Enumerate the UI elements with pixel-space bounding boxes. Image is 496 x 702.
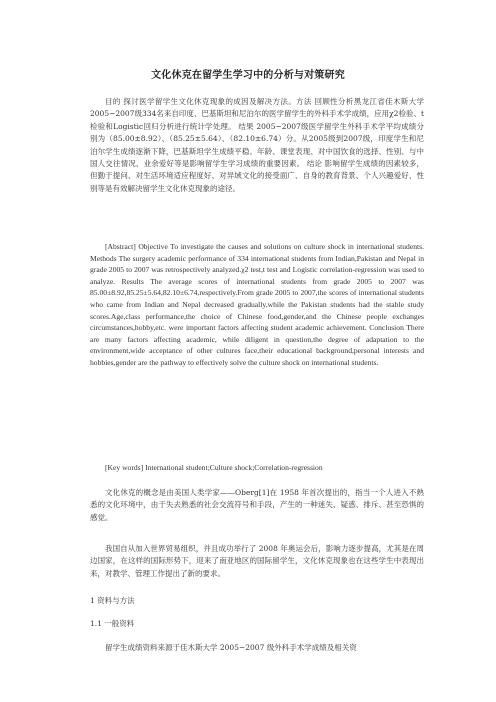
keywords: [Key words] International student;Culture shock;Correlation-regression: [105, 463, 323, 472]
body-paragraph-3: 留学生成绩资料来源于佳木斯大学 2005−2007 级外科手术学成绩及相关资: [105, 643, 357, 652]
section-heading-1: 1 资料与方法: [90, 596, 135, 605]
chinese-abstract: 目的 探讨医学留学生文化休克现象的成因及解决方法。方法 回顾性分析黑龙江省佳木斯大学2005−2007级334名来自印度、巴基斯坦和尼泊尔的医学留学生的外科手术学成绩，应用χ2检验、t检验和Logistic回归分析进行统计学处理。 结果 2005−2007级医学留学生外科手术学平均成绩分别为（85.00±8.92）、（85.25±5.64）、（82.10±6.74）分。从2005级到2007级，印度学生和尼泊尔学生成绩逐渐下降，巴基斯坦学生成绩平稳。年龄、课堂表现、对中国饮食的选择、性别、与中国人交往情况、业余爱好等是影响留学生学习成绩的重要因素。 结论 影响留学生成绩的因素较多，但勤于提问、对生活环境适应程度好、对异域文化的接受面广、自身的教育背景、个人兴趣爱好、性别等是有效解决留学生文化休克现象的途径。: [90, 97, 424, 193]
body-paragraph-2: 我国自从加入世界贸易组织，并且成功举行了 2008 年奥运会后，影响力逐步提高，尤其是在周边国家，在这样的国际形势下，迎来了南亚地区的国际留学生，文化休克现象也在这些学生中表现出来，对教学、管理工作提出了新的要求。: [90, 544, 424, 578]
english-abstract: [Abstract] Objective To investigate the causes and solutions on culture shock in international students. Methods The surgery academic performance of 334 international students from Indian,Pakistan and Nepal in grade 2005 to 2007 was retrospectively analyzed.χ2 test,t test and Logistic correlation-regression was used to analyze. Results The average scores of international students from grade 2005 to 2007 was 85.00±8.92,85.25±5.64,82.10±6.74,respectively.From grade 2005 to 2007,the scores of international students who came from Indian and Nepal decreased gradually,while the Pakistan students had the stable study scores.Age,class performance,the choice of Chinese food,gender,and the Chinese people exchanges circumstances,hobby,etc. were important factors affecting student academic achievement. Conclusion There are many factors affecting academic, while diligent in question,the degree of adaptation to the environment,wide acceptance of other cultures face,their educational background,personal interests and hobbies,gender are the pathway to effectively solve the culture shock on international students.: [90, 242, 424, 367]
body-paragraph-1: 文化休克的概念是由美国人类学家——Oberg[1]在 1958 年首次提出的，指当一个人进入不熟悉的文化环境中，由于失去熟悉的社会交流符号和手段，产生的一种迷失、疑惑、排斥、甚至恐惧的感觉。: [90, 488, 424, 522]
paper-title: 文化休克在留学生学习中的分析与对策研究: [151, 70, 345, 81]
subsection-heading-1-1: 1.1 一般资料: [90, 619, 135, 628]
